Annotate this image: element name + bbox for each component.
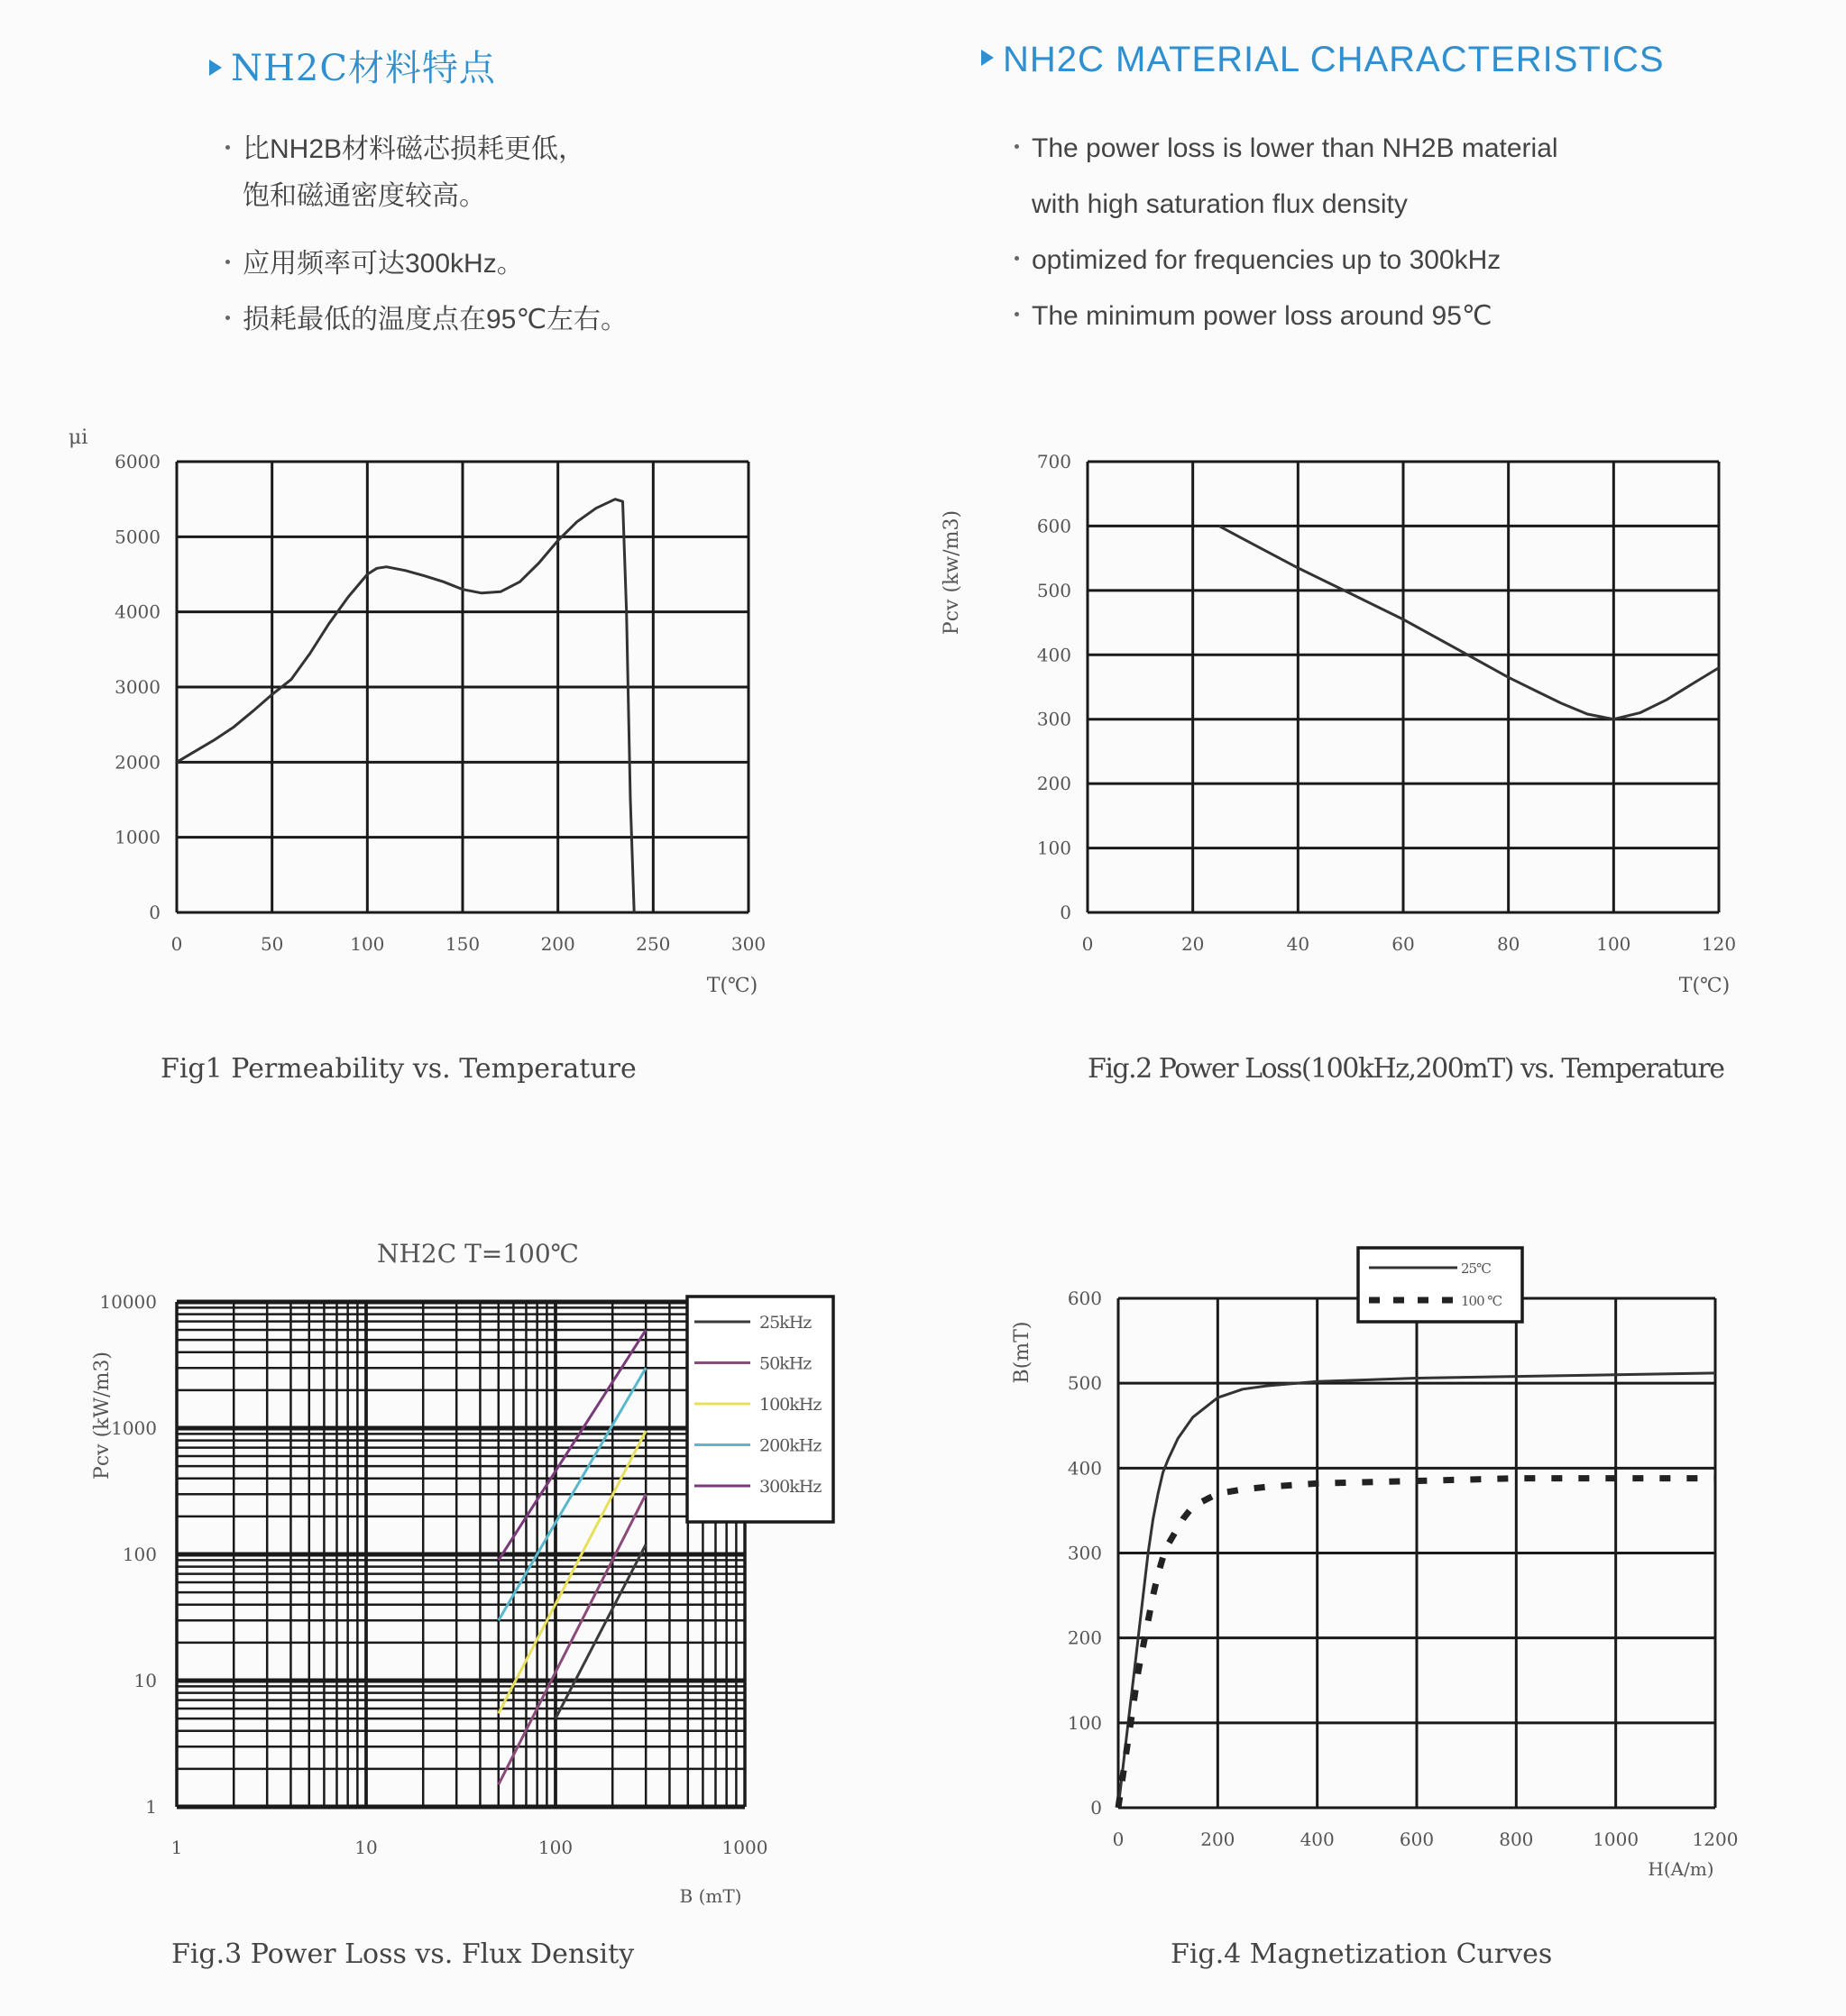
y-tick-label: 300 [1036, 708, 1071, 730]
series-line-Pcv [1219, 526, 1719, 719]
series-line-100kHz [499, 1431, 646, 1713]
left-bullet-item-cont: 饱和磁通密度较高。 [243, 181, 486, 211]
x-tick-label: 800 [1499, 1828, 1534, 1850]
x-tick-label: 100 [537, 1837, 574, 1858]
y-tick-label: 0 [1060, 902, 1071, 923]
x-tick-label: 1000 [1593, 1828, 1639, 1850]
right-bullet-item-cont: with high saturation flux density [1032, 189, 1408, 219]
y-tick-label: 500 [1067, 1372, 1102, 1395]
series-line-i [177, 499, 634, 912]
x-tick-label: 40 [1286, 933, 1310, 955]
y-tick-label: 100 [1067, 1711, 1102, 1734]
x-tick-label: 300 [730, 933, 767, 955]
legend-box [1358, 1248, 1522, 1322]
y-tick-label: 2000 [115, 751, 161, 774]
chart-fig3-power-loss-flux [0, 1226, 923, 1911]
x-tick-label: 0 [1081, 933, 1094, 955]
x-tick-label: 1200 [1692, 1828, 1739, 1850]
x-axis-label: B (mT) [679, 1885, 742, 1907]
y-tick-label: 5000 [115, 526, 161, 548]
right-heading-text: NH2C MATERIAL CHARACTERISTICS [1003, 40, 1665, 79]
x-tick-label: 400 [1300, 1828, 1335, 1850]
x-tick-label: 100 [1596, 933, 1631, 955]
y-tick-label: 4000 [115, 600, 161, 623]
y-tick-label: 3000 [115, 676, 161, 698]
x-tick-label: 100 [350, 933, 385, 955]
legend-label: 200kHz [759, 1435, 822, 1456]
left-bullet-item: 应用频率可达300kHz。 [225, 236, 628, 292]
y-tick-label: 500 [1036, 579, 1071, 601]
y-tick-label: 0 [1090, 1797, 1102, 1819]
fig4-caption: Fig.4 Magnetization Curves [1171, 1938, 1553, 1970]
x-axis-label: T(℃) [1678, 975, 1731, 997]
left-heading [209, 40, 496, 91]
legend-label: 100 ℃ [1461, 1293, 1502, 1309]
y-axis-label: B(mT) [1011, 1321, 1033, 1384]
right-bullet-item: The power loss is lower than NH2B material [1015, 121, 1558, 177]
series-line-300kHz [499, 1330, 646, 1560]
x-axis-label: T(℃) [706, 975, 758, 997]
right-bullet-item: optimized for frequencies up to 300kHz [1015, 233, 1558, 289]
chart-fig2-power-loss-temp [923, 415, 1846, 1028]
legend-label: 25kHz [759, 1313, 812, 1333]
y-tick-label: 10 [133, 1670, 157, 1691]
y-tick-label: 0 [149, 902, 161, 923]
bullet-dot-icon [1015, 144, 1019, 149]
y-tick-label: 200 [1067, 1627, 1102, 1649]
x-tick-label: 0 [170, 933, 183, 955]
y-tick-label: 100 [1036, 837, 1071, 859]
y-tick-label: 1000 [111, 1417, 157, 1439]
y-tick-label: 1 [145, 1796, 157, 1818]
chart-fig1-permeability [0, 415, 923, 1028]
triangle-bullet-icon [981, 50, 994, 66]
right-bullet-item: The minimum power loss around 95℃ [1015, 289, 1558, 344]
y-tick-label: 1000 [115, 826, 161, 848]
right-heading [981, 40, 1665, 80]
bullet-dot-icon [225, 260, 230, 264]
fig3-caption: Fig.3 Power Loss vs. Flux Density [171, 1938, 635, 1970]
x-tick-label: 250 [636, 933, 671, 955]
y-axis-label: Pcv (kW/m3) [91, 1352, 114, 1480]
bullet-dot-icon [225, 145, 230, 150]
fig1-caption: Fig1 Permeability vs. Temperature [161, 1053, 637, 1085]
x-tick-label: 150 [445, 933, 481, 955]
triangle-bullet-icon [209, 60, 222, 76]
legend-label: 300kHz [759, 1477, 822, 1497]
x-tick-label: 1000 [721, 1837, 768, 1858]
x-axis-label: H(A/m) [1648, 1858, 1714, 1880]
y-tick-label: 300 [1067, 1542, 1102, 1564]
legend-label: 50kHz [759, 1353, 812, 1374]
left-bullet-item: 比NH2B材料磁芯损耗更低， [225, 126, 628, 173]
legend-label: 100kHz [759, 1395, 822, 1415]
x-tick-label: 10 [354, 1837, 378, 1858]
y-tick-label: 400 [1036, 644, 1071, 666]
y-tick-label: 200 [1036, 773, 1071, 795]
x-tick-label: 0 [1112, 1828, 1125, 1850]
left-bullet-list [225, 126, 628, 348]
left-bullet-item: 损耗最低的温度点在95℃左右。 [225, 292, 628, 348]
y-tick-label: 600 [1036, 515, 1071, 537]
y-axis-label: Pcv (kw/m3) [941, 509, 963, 636]
x-tick-label: 80 [1496, 933, 1520, 955]
x-tick-label: 600 [1399, 1828, 1435, 1850]
chart-title: NH2C T=100℃ [377, 1239, 579, 1269]
series-line-50kHz [499, 1494, 646, 1784]
x-tick-label: 120 [1701, 933, 1737, 955]
y-tick-label: 700 [1036, 451, 1071, 472]
fig2-caption: Fig.2 Power Loss(100kHz,200mT) vs. Temperature [1088, 1053, 1724, 1085]
x-tick-label: 50 [260, 933, 284, 955]
x-tick-label: 200 [1200, 1828, 1235, 1850]
y-tick-label: 400 [1067, 1457, 1102, 1480]
left-heading-text: NH2C材料特点 [231, 48, 496, 89]
x-tick-label: 200 [540, 933, 575, 955]
bullet-dot-icon [225, 316, 230, 320]
bullet-dot-icon [1015, 312, 1019, 316]
y-tick-label: 100 [122, 1544, 157, 1565]
legend-label: 25℃ [1461, 1260, 1491, 1277]
x-tick-label: 20 [1180, 933, 1205, 955]
y-tick-label: 6000 [115, 451, 161, 472]
x-tick-label: 60 [1391, 933, 1415, 955]
y-tick-label: 600 [1067, 1287, 1102, 1309]
x-tick-label: 1 [170, 1837, 183, 1858]
chart-fig4-magnetization [923, 1226, 1846, 1911]
bullet-dot-icon [1015, 256, 1019, 261]
y-tick-label: 10000 [99, 1291, 157, 1313]
right-bullet-list [1015, 121, 1558, 344]
y-axis-label: μi [69, 426, 88, 449]
